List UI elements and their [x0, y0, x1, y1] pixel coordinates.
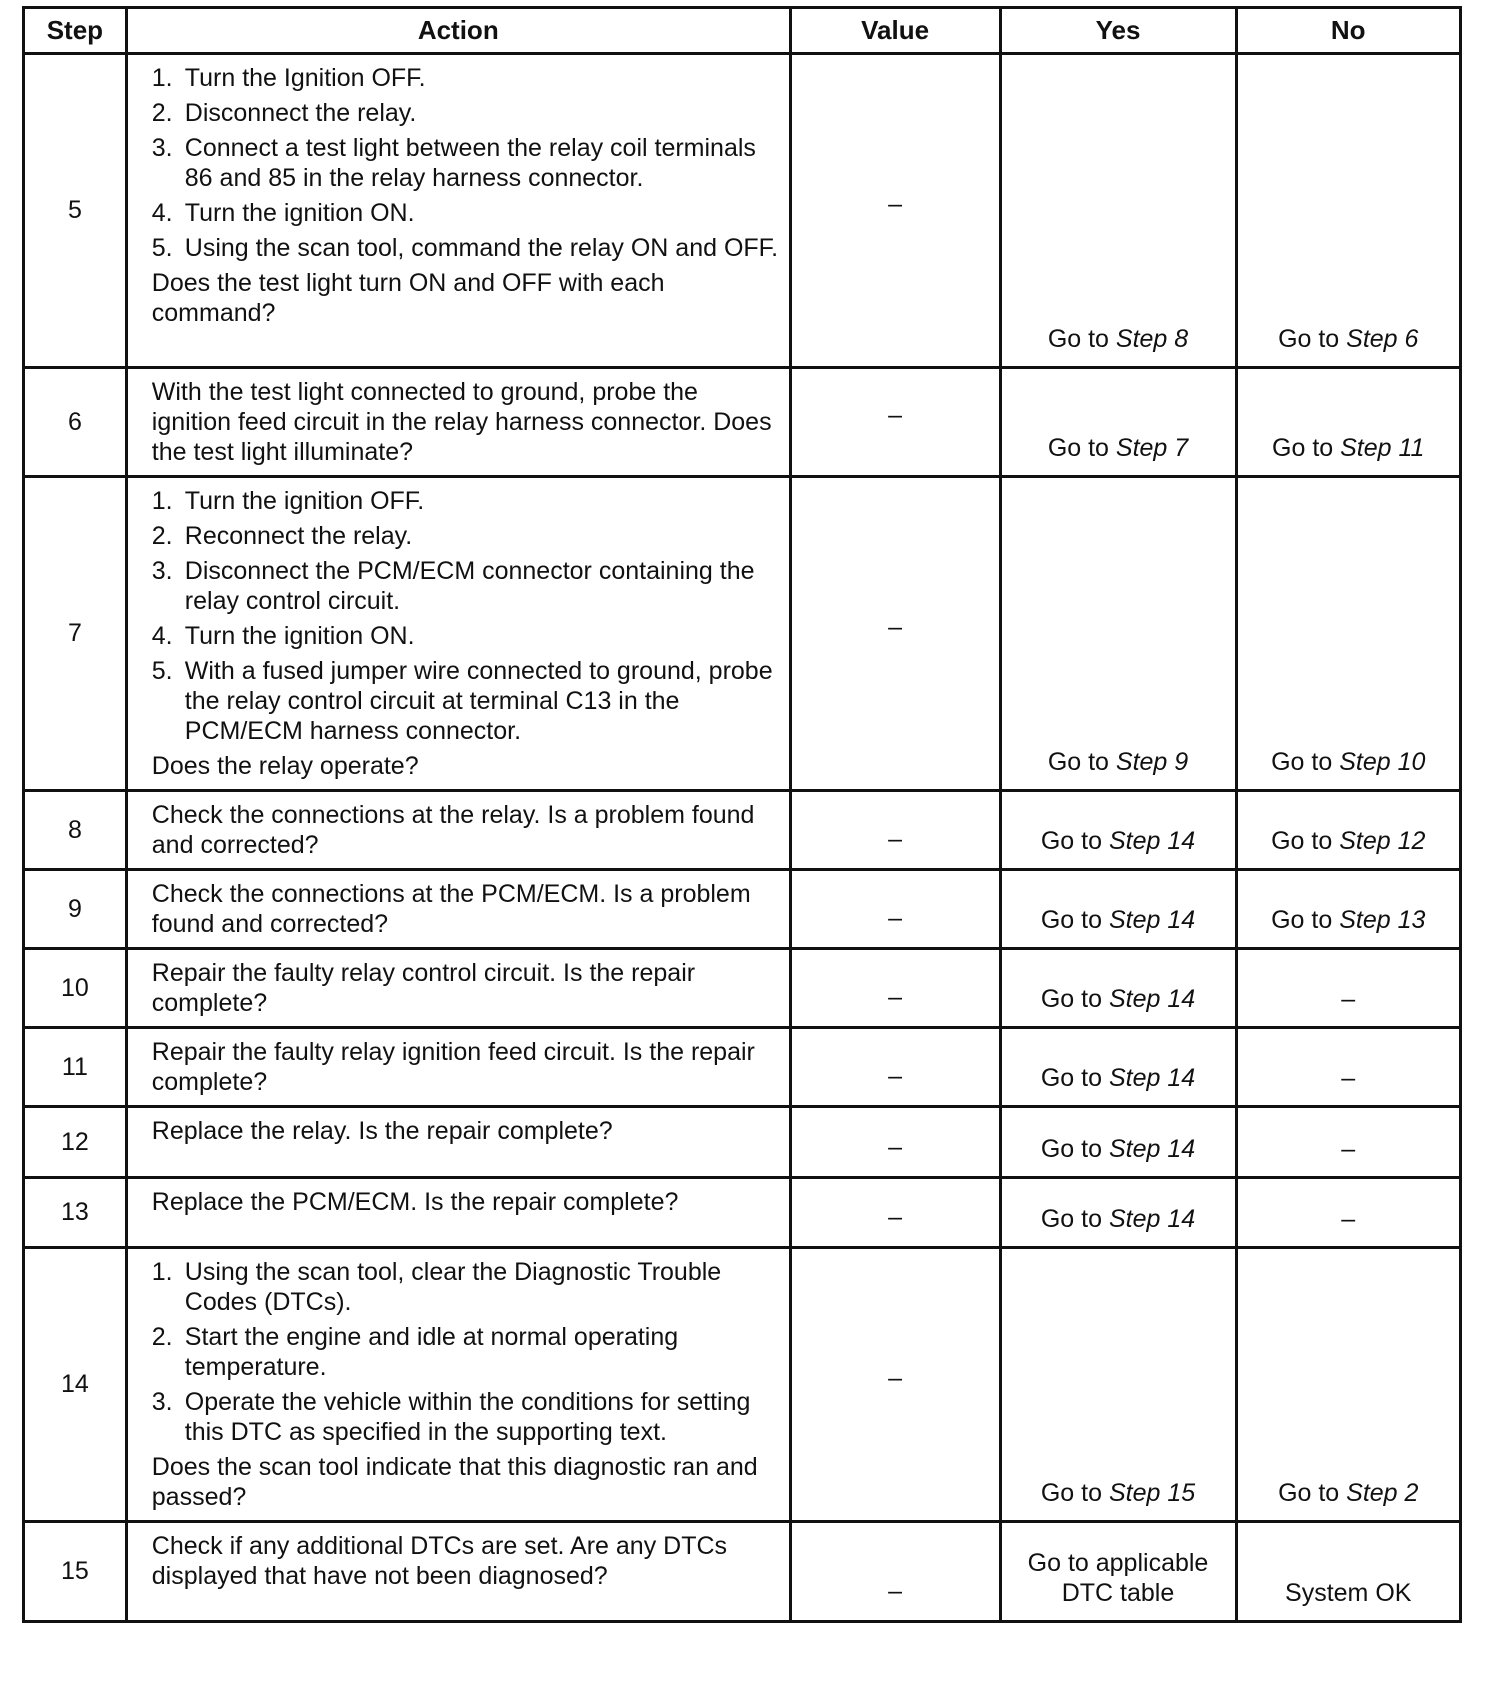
cell-value: – — [790, 368, 1000, 477]
action-step-item — [152, 621, 781, 651]
table-row — [24, 368, 1461, 477]
cell-yes — [1000, 54, 1236, 368]
table-row — [24, 1178, 1461, 1248]
cell-step-number: 15 — [24, 1522, 127, 1622]
action-question: Replace the relay. Is the repair complete? — [151, 1117, 613, 1145]
cell-no — [1236, 1522, 1461, 1622]
cell-value: – — [790, 1248, 1000, 1522]
action-step-item — [152, 133, 781, 193]
yes-goto-prefix: Go to — [1040, 1135, 1109, 1163]
no-step-ref: Step 13 — [1339, 906, 1426, 934]
action-step-number: 4. — [151, 622, 173, 650]
table-row — [24, 1028, 1461, 1107]
table-row — [24, 1522, 1461, 1622]
action-step-item — [152, 486, 781, 516]
action-step-text: Start the engine and idle at normal operating temperature. — [184, 1323, 679, 1381]
table-row — [24, 54, 1461, 368]
action-step-number: 5. — [151, 657, 173, 685]
cell-no — [1236, 477, 1461, 791]
yes-step-ref: Step 14 — [1108, 1135, 1196, 1163]
yes-step-ref: Step 8 — [1115, 325, 1189, 353]
action-step-item — [152, 198, 781, 228]
yes-goto-prefix: Go to — [1040, 985, 1109, 1013]
yes-goto-prefix: Go to — [1040, 1064, 1109, 1092]
cell-action — [126, 54, 790, 368]
yes-goto-prefix: Go to — [1040, 906, 1109, 934]
cell-no — [1236, 1178, 1461, 1248]
action-step-item — [152, 98, 781, 128]
no-text: System OK — [1285, 1579, 1412, 1607]
cell-no — [1236, 870, 1461, 949]
cell-no — [1236, 1248, 1461, 1522]
table-row — [24, 949, 1461, 1028]
no-text: – — [1341, 1135, 1356, 1163]
no-step-ref: Step 6 — [1346, 325, 1419, 353]
header-yes: Yes — [1000, 8, 1236, 54]
table-row — [24, 870, 1461, 949]
cell-step-number: 5 — [24, 54, 127, 368]
cell-action — [126, 1107, 790, 1178]
cell-yes — [1000, 368, 1236, 477]
action-step-number: 3. — [151, 134, 173, 162]
action-step-number: 3. — [151, 557, 173, 585]
no-step-ref: Step 2 — [1346, 1479, 1419, 1507]
header-no: No — [1236, 8, 1461, 54]
action-step-item — [152, 233, 781, 263]
action-step-number: 2. — [151, 522, 173, 550]
cell-step-number: 11 — [24, 1028, 127, 1107]
cell-step-number: 10 — [24, 949, 127, 1028]
table-header-row — [24, 8, 1461, 54]
no-text: – — [1341, 1064, 1356, 1092]
diagnostic-table — [22, 6, 1462, 1623]
action-step-number: 3. — [151, 1388, 173, 1416]
yes-step-ref: Step 14 — [1108, 985, 1196, 1013]
cell-yes — [1000, 949, 1236, 1028]
action-question: Check the connections at the relay. Is a problem found and corrected? — [151, 801, 755, 859]
yes-goto-prefix: Go to — [1040, 1205, 1109, 1233]
header-action: Action — [126, 8, 790, 54]
cell-action — [126, 791, 790, 870]
cell-value: – — [790, 791, 1000, 870]
cell-step-number: 9 — [24, 870, 127, 949]
cell-yes — [1000, 1107, 1236, 1178]
action-step-item — [152, 63, 781, 93]
cell-step-number: 7 — [24, 477, 127, 791]
yes-goto-prefix: Go to — [1040, 827, 1109, 855]
cell-action — [126, 870, 790, 949]
action-step-text: Operate the vehicle within the conditions for setting this DTC as specified in the supporting text. — [184, 1388, 751, 1446]
no-text: – — [1341, 985, 1356, 1013]
action-step-number: 5. — [151, 234, 173, 262]
action-step-text: Turn the ignition ON. — [184, 199, 415, 227]
action-step-number: 1. — [151, 64, 173, 92]
cell-action — [126, 368, 790, 477]
cell-step-number: 12 — [24, 1107, 127, 1178]
action-steps-list — [152, 63, 781, 263]
diagnostic-table-page — [22, 6, 1462, 1623]
cell-action — [126, 949, 790, 1028]
action-question: With the test light connected to ground, probe the ignition feed circuit in the relay harness connector. Does the test light illuminate? — [151, 378, 772, 466]
cell-step-number: 8 — [24, 791, 127, 870]
action-question: Does the relay operate? — [151, 752, 419, 780]
cell-action — [126, 477, 790, 791]
yes-goto-prefix: Go to — [1040, 1479, 1109, 1507]
cell-no — [1236, 1107, 1461, 1178]
yes-step-ref: Step 14 — [1108, 1064, 1196, 1092]
table-body — [24, 54, 1461, 1622]
cell-no — [1236, 368, 1461, 477]
action-step-item — [152, 521, 781, 551]
cell-action — [126, 1178, 790, 1248]
yes-goto-prefix: Go to — [1047, 434, 1116, 462]
action-question: Check if any additional DTCs are set. Are any DTCs displayed that have not been diagnosed? — [151, 1532, 728, 1590]
action-step-text: Disconnect the PCM/ECM connector containing the relay control circuit. — [184, 557, 755, 615]
cell-value: – — [790, 1107, 1000, 1178]
no-goto-prefix: Go to — [1272, 434, 1341, 462]
action-steps-list — [152, 486, 781, 746]
table-row — [24, 791, 1461, 870]
cell-yes — [1000, 1248, 1236, 1522]
cell-value: – — [790, 1522, 1000, 1622]
no-text: – — [1341, 1205, 1356, 1233]
cell-step-number: 6 — [24, 368, 127, 477]
cell-action — [126, 1248, 790, 1522]
action-step-item — [152, 556, 781, 616]
action-step-text: Reconnect the relay. — [184, 522, 413, 550]
cell-no — [1236, 949, 1461, 1028]
yes-step-ref: Step 14 — [1108, 827, 1196, 855]
cell-step-number: 14 — [24, 1248, 127, 1522]
cell-value: – — [790, 477, 1000, 791]
action-question: Replace the PCM/ECM. Is the repair complete? — [151, 1188, 679, 1216]
cell-yes — [1000, 791, 1236, 870]
action-step-text: Connect a test light between the relay coil terminals 86 and 85 in the relay harness connector. — [184, 134, 756, 192]
no-goto-prefix: Go to — [1271, 827, 1340, 855]
cell-step-number: 13 — [24, 1178, 127, 1248]
cell-yes — [1000, 1522, 1236, 1622]
cell-action — [126, 1522, 790, 1622]
action-question: Repair the faulty relay ignition feed circuit. Is the repair complete? — [151, 1038, 755, 1096]
action-step-number: 2. — [151, 99, 173, 127]
action-step-text: With a fused jumper wire connected to ground, probe the relay control circuit at terminal C13 in the PCM/ECM harness connector. — [184, 657, 773, 745]
action-step-number: 4. — [151, 199, 173, 227]
cell-value: – — [790, 1028, 1000, 1107]
action-question: Check the connections at the PCM/ECM. Is a problem found and corrected? — [151, 880, 751, 938]
yes-text: Go to applicable DTC table — [1027, 1549, 1209, 1607]
action-step-number: 1. — [151, 1258, 173, 1286]
yes-step-ref: Step 9 — [1115, 748, 1189, 776]
action-step-text: Turn the ignition OFF. — [184, 487, 425, 515]
action-step-text: Disconnect the relay. — [184, 99, 417, 127]
action-step-number: 2. — [151, 1323, 173, 1351]
cell-yes — [1000, 477, 1236, 791]
no-step-ref: Step 10 — [1339, 748, 1426, 776]
header-value: Value — [790, 8, 1000, 54]
table-row — [24, 1248, 1461, 1522]
cell-no — [1236, 54, 1461, 368]
cell-value: – — [790, 870, 1000, 949]
no-step-ref: Step 12 — [1339, 827, 1426, 855]
table-row — [24, 1107, 1461, 1178]
action-step-text: Turn the Ignition OFF. — [184, 64, 426, 92]
action-step-item — [152, 1387, 781, 1447]
header-step: Step — [24, 8, 127, 54]
no-goto-prefix: Go to — [1278, 1479, 1347, 1507]
action-step-text: Turn the ignition ON. — [184, 622, 415, 650]
cell-yes — [1000, 1028, 1236, 1107]
action-step-item — [152, 656, 781, 746]
cell-yes — [1000, 870, 1236, 949]
cell-no — [1236, 1028, 1461, 1107]
cell-value: – — [790, 949, 1000, 1028]
action-step-item — [152, 1257, 781, 1317]
yes-goto-prefix: Go to — [1047, 748, 1116, 776]
action-question: Does the scan tool indicate that this diagnostic ran and passed? — [151, 1453, 758, 1511]
cell-yes — [1000, 1178, 1236, 1248]
action-step-item — [152, 1322, 781, 1382]
yes-step-ref: Step 14 — [1108, 1205, 1196, 1233]
cell-action — [126, 1028, 790, 1107]
action-steps-list — [152, 1257, 781, 1447]
no-goto-prefix: Go to — [1271, 906, 1340, 934]
no-step-ref: Step 11 — [1340, 434, 1425, 462]
cell-no — [1236, 791, 1461, 870]
yes-step-ref: Step 7 — [1115, 434, 1189, 462]
yes-goto-prefix: Go to — [1047, 325, 1116, 353]
cell-value: – — [790, 1178, 1000, 1248]
action-step-text: Using the scan tool, clear the Diagnostic Trouble Codes (DTCs). — [184, 1258, 722, 1316]
action-question: Repair the faulty relay control circuit. Is the repair complete? — [151, 959, 696, 1017]
no-goto-prefix: Go to — [1278, 325, 1347, 353]
table-row — [24, 477, 1461, 791]
action-step-number: 1. — [151, 487, 173, 515]
action-question: Does the test light turn ON and OFF with each command? — [151, 269, 665, 327]
yes-step-ref: Step 14 — [1108, 906, 1196, 934]
action-step-text: Using the scan tool, command the relay ON and OFF. — [184, 234, 779, 262]
no-goto-prefix: Go to — [1271, 748, 1340, 776]
yes-step-ref: Step 15 — [1108, 1479, 1196, 1507]
cell-value: – — [790, 54, 1000, 368]
